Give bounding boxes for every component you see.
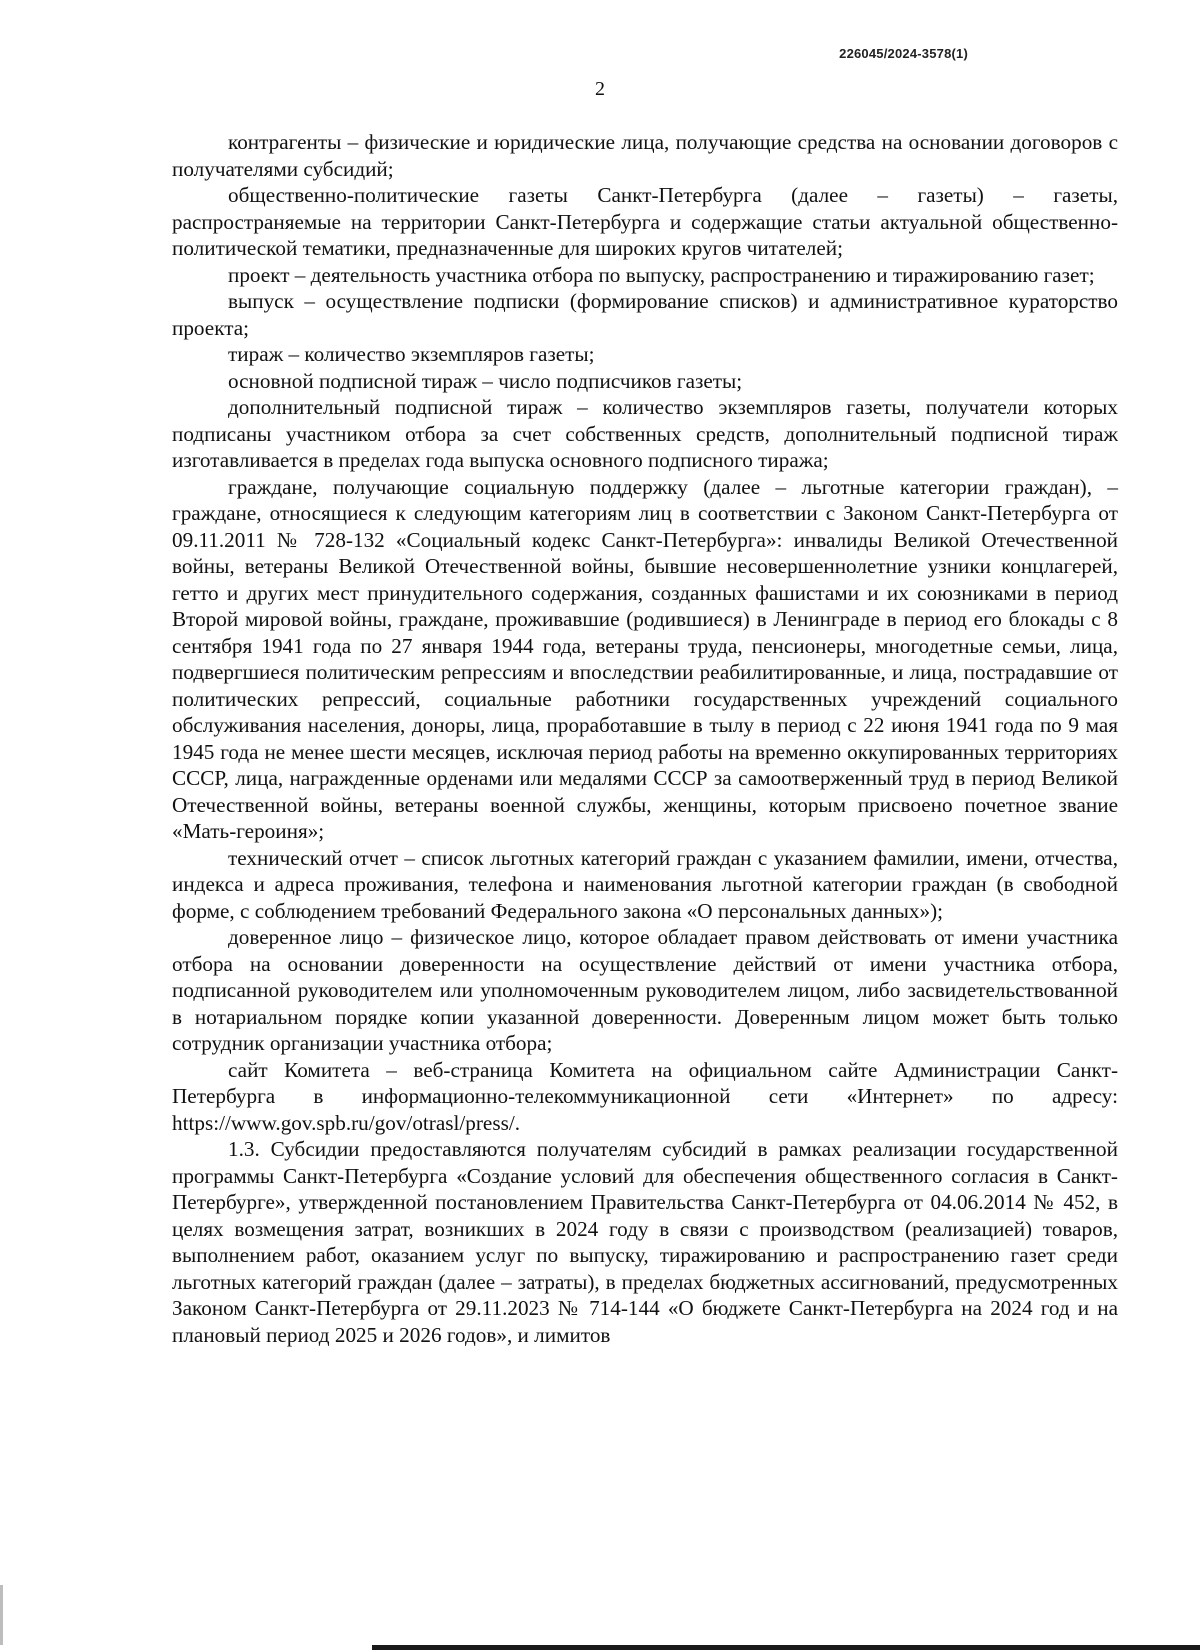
definition-proxy-person: доверенное лицо – физическое лицо, которое обладает правом действовать от имени участника отбора на основании доверенности на осуществление действий от имени участника отбора, подписанной руководителем или уполномоченным руководителем лицом, либо засвидетельствованной в нотариальном порядке копии указанной доверенности. Доверенным лицом может быть только сотрудник организации участника отбора; (172, 925, 1118, 1055)
document-body (172, 129, 1118, 1348)
definition-committee-site: сайт Комитета – веб-страница Комитета на официальном сайте Администрации Санкт-Петербурга в информационно-телекоммуникационной сети «Интернет» по адресу: https://www.gov.spb.ru/gov/otrasl/press/. (172, 1057, 1118, 1135)
definition-newspapers: общественно-политические газеты Санкт-Петербурга (далее – газеты) – газеты, распространяемые на территории Санкт-Петербурга и содержащие статьи актуальной общественно-политической тематики, предназначенные для широких кругов читателей; (172, 183, 1118, 260)
scan-edge-mark (0, 1585, 3, 1645)
scan-edge-bottom (372, 1645, 1200, 1650)
definition-technical-report: технический отчет – список льготных категорий граждан с указанием фамилии, имени, отчества, индекса и адреса проживания, телефона и наименования льготной категории граждан (в свободной форме, с соблюдением требований Федерального закона «О персональных данных»); (172, 845, 1118, 923)
definition-main-subscription: основной подписной тираж – число подписчиков газеты; (228, 368, 743, 393)
definition-beneficiary-citizens: граждане, получающие социальную поддержку (далее – льготные категории граждан), – граждане, относящиеся к следующим категориям лиц в соответствии с Законом Санкт-Петербурга от 09.11.2011 № 728-132 «Социальный кодекс Санкт-Петербурга»: инвалиды Великой Отечественной войны, ветераны Великой Отечественной войны, бывшие несовершеннолетние узники концлагерей, гетто и других мест принудительного содержания, созданных фашистами и их союзниками в период Второй мировой войны, граждане, проживавшие (родившиеся) в Ленинграде в период его блокады с 8 сентября 1941 года по 27 января 1944 года, ветераны труда, пенсионеры, многодетные семьи, лица, подвергшиеся политическим репрессиям и впоследствии реабилитированные, и лица, пострадавшие от политических репрессий, социальные работники государственных учреждений социального обслуживания населения, доноры, лица, проработавшие в тылу в период с 22 июня 1941 года по 9 мая 1945 года не менее шести месяцев, исключая период работы на временно оккупированных территориях СССР, лица, награжденные орденами или медалями СССР за самоотверженный труд в период Великой Отечественной войны, ветераны военной службы, женщины, которым присвоено почетное звание «Мать-героиня»; (172, 474, 1118, 843)
document-registration-number: 226045/2024-3578(1) (839, 46, 968, 61)
page-number: 2 (595, 78, 605, 100)
definition-project: проект – деятельность участника отбора по выпуску, распространению и тиражированию газет; (228, 262, 1095, 287)
definition-additional-subscription: дополнительный подписной тираж – количество экземпляров газеты, получатели которых подписаны участником отбора за счет собственных средств, дополнительный подписной тираж изготавливается в пределах года выпуска основного подписного тиража; (172, 395, 1118, 472)
definition-issue: выпуск – осуществление подписки (формирование списков) и административное кураторство проекта; (172, 289, 1118, 340)
definition-contractors: контрагенты – физические и юридические лица, получающие средства на основании договоров с получателями субсидий; (172, 130, 1118, 181)
clause-1-3: 1.3. Субсидии предоставляются получателям субсидий в рамках реализации государственной программы Санкт-Петербурга «Создание условий для обеспечения общественного согласия в Санкт-Петербурге», утвержденной постановлением Правительства Санкт-Петербурга от 04.06.2014 № 452, в целях возмещения затрат, возникших в 2024 году в связи с производством (реализацией) товаров, выполнением работ, оказанием услуг по выпуску, тиражированию и распространению газет среди льготных категорий граждан (далее – затраты), в пределах бюджетных ассигнований, предусмотренных Законом Санкт-Петербурга от 29.11.2023 № 714-144 «О бюджете Санкт-Петербурга на 2024 год и на плановый период 2025 и 2026 годов», и лимитов (172, 1137, 1118, 1347)
definition-circulation: тираж – количество экземпляров газеты; (228, 342, 595, 366)
